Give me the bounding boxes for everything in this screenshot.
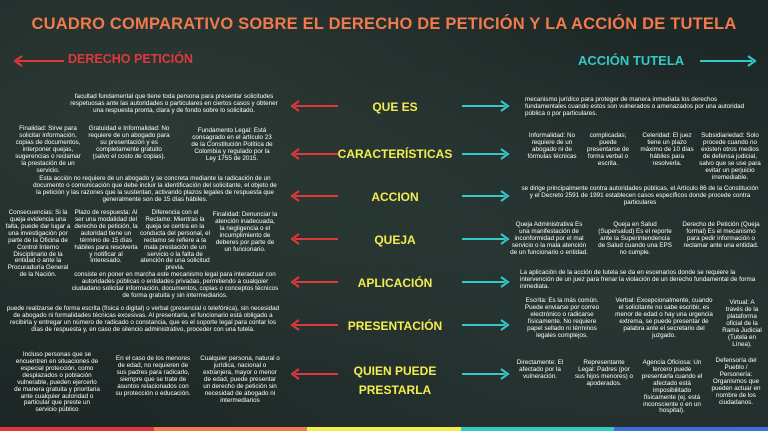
aplicacion-left-text: consiste en poner en marcha este mecanismo legal para interactuar con autoridades públicas o entidades privadas, permitiendo a cualquier ciudadano solicitar información, documentos, copias o conceptos técnicos de forma gratuita y sin intermediarios. (71, 271, 279, 299)
category-aplicacion: APLICACIÓN (357, 276, 433, 290)
que-es-left-text: facultad fundamental que tiene toda persona para presentar solicitudes respetuosas ante las autoridades o particulares en ciertos casos y obtener una respuesta pronta, clara y de fondo sobre lo solicitado. (70, 93, 278, 114)
quien-right-3: Agencia Oficiosa: Un tercero puede presentarla cuando el afectado está imposibilitado físicamente (ej. está inconsciente o en un hospital). (641, 359, 703, 415)
caracteristicas-left-3: Fundamento Legal: Está consagrado en el artículo 23 de la Constitución Política de Colombia y regulado por la Ley 1755 de 2015. (191, 127, 273, 162)
presentacion-left-arrow-icon (290, 319, 338, 331)
presentacion-right-2: Verbal: Excepcionalmente, cuando el solicitante no sabe escribir, es menor de edad o hay una urgencia extrema, se puede presentar de palabra ante el secretario del juzgado. (615, 297, 713, 339)
accion-right-text: se dirige principalmente contra autoridades públicas, el Artículo 86 de la Constitución y el Decreto 2591 de 1991 establecen casos específicos donde procede contra particulares (521, 185, 759, 206)
category-quien-puede-prestarla: QUIEN PUEDE PRESTARLA (353, 364, 437, 397)
caracteristicas-right-2: complicadas; puede presentarse de forma verbal o escrita. (586, 132, 629, 167)
caracteristicas-right-arrow-icon (462, 148, 510, 160)
main-title: CUADRO COMPARATIVO SOBRE EL DERECHO DE PETICIÓN Y LA ACCIÓN DE TUTELA (31, 15, 737, 33)
quien-right-arrow-icon (462, 368, 510, 380)
queja-right-1: Queja Administrativa Es una manifestación de inconformidad por el mal servicio o la mala atención de un funcionario o entidad. (510, 221, 588, 256)
caracteristicas-left-arrow-icon (290, 148, 338, 160)
accion-left-arrow-icon (290, 190, 338, 202)
que-es-right-arrow-icon (462, 100, 510, 112)
caracteristicas-right-3: Celeridad: El juez tiene un plazo máximo de 10 días hábiles para resolverla. (640, 132, 694, 167)
category-que-es: QUE ES (372, 100, 418, 114)
left-header: DERECHO PETICIÓN (68, 52, 194, 66)
queja-left-arrow-icon (290, 233, 338, 245)
aplicacion-right-arrow-icon (462, 276, 510, 288)
presentacion-right-1: Escrita: Es la más común. Puede enviarse por correo electrónico o radicarse físicamente. No requiere papel sellado ni términos legales complejos. (524, 297, 600, 339)
queja-left-1: Consecuencias: Si la queja evidencia una falta, puede dar lugar a una investigación por parte de la Oficina de Control Interno Disciplinario de la entidad o ante la Procuraduría General de la Nación. (5, 209, 71, 279)
quien-left-3: Cualquier persona, natural o jurídica, nacional o extranjera, mayor o menor de edad, puede presentar un derecho de petición sin necesidad de abogado ni intermediarios (200, 355, 280, 404)
color-strip (0, 427, 768, 431)
quien-right-4: Defensoría del Pueblo / Personería: Organismos que pueden actuar en nombre de los ciudadanos. (711, 357, 761, 406)
queja-left-2: Plazo de respuesta: Al ser una modalidad del derecho de petición, la autoridad tiene un término de 15 días hábiles para resolverla y notificar al interesado. (74, 209, 138, 265)
quien-left-arrow-icon (290, 368, 338, 380)
category-caracteristicas: CARACTERÍSTICAS (337, 147, 453, 161)
presentacion-left-text: puede realizarse de forma escrita (física o digital) o verbal (presencial o telefónica), sin necesidad de abogado ni formalidades técnicas excesivas. Al presentarla, el funcionario está obligado a recibirla y entregar un número de radicado o constancia, que es el soporte legal para contar los días de respuesta y, en caso de silencio administrativo, proceder con una tutela. (6, 305, 280, 333)
caracteristicas-right-4: Subsidiariedad: Solo procede cuando no existen otros medios de defensa judicial, salvo que se use para evitar un perjuicio irremediable. (699, 132, 761, 181)
quien-right-2: Representante Legal: Padres (por sus hijos menores) o apoderados. (574, 359, 634, 387)
que-es-right-text: mecanismo jurídico para proteger de manera inmediata los derechos fundamentales cuando estos son vulnerados o amenazados por una autoridad pública o por particulares. (525, 96, 745, 117)
queja-left-3: Diferencia con el Reclamo: Mientras la queja se centra en la conducta del personal, el reclamo se refiere a la mala prestación de un servicio o la falta de atención de una solicitud previa. (140, 209, 211, 272)
quien-right-1: Directamente: El afectado por la vulneración. (516, 359, 564, 380)
aplicacion-left-arrow-icon (290, 276, 338, 288)
que-es-left-arrow-icon (290, 100, 338, 112)
quien-left-2: En el caso de los menores de edad, no requieren de sus padres para radicarlo, siempre que se trate de asuntos relacionados con su protección o educación. (115, 355, 191, 397)
accion-left-text: Esta acción no requiere de un abogado y se concreta mediante la radicación de un documento o comunicación que debe incluir la identificación del solicitante, el objeto de la petición y las razones que la sustentan, activando plazos legales de respuesta que generalmente son de 15 días hábiles. (33, 175, 277, 203)
presentacion-right-3: Virtual: A través de la plataforma oficial de la Rama Judicial (Tutela en Línea). (722, 299, 762, 348)
aplicacion-right-text: La aplicación de la acción de tutela se da en escenarios donde se requiere la intervención de un juez para frenar la violación de un derecho fundamental de forma inmediata. (520, 269, 756, 290)
category-queja: QUEJA (374, 233, 416, 247)
queja-left-4: Finalidad: Denunciar la atención inadecuada, la negligencia o el incumplimiento de deberes por parte de un funcionario. (212, 211, 278, 253)
right-header: ACCIÓN TUTELA (578, 53, 685, 68)
queja-right-arrow-icon (462, 233, 510, 245)
right-header-arrow-icon (700, 55, 758, 67)
queja-right-3: Derecho de Petición (Queja formal) Es el mecanismo para pedir información o reclamar ante una entidad. (682, 221, 760, 249)
queja-right-2: Queja en Salud (Supersalud) Es el reporte ante la Superintendencia de Salud cuando una EPS no cumple. (598, 221, 672, 256)
caracteristicas-right-1: Informalidad: No requiere de un abogado ni de fórmulas técnicas (527, 132, 577, 160)
category-presentacion: PRESENTACIÓN (347, 319, 443, 333)
presentacion-right-arrow-icon (462, 319, 510, 331)
accion-right-arrow-icon (462, 190, 510, 202)
category-accion: ACCION (371, 190, 419, 204)
quien-left-1: Incluso personas que se encuentren en situaciones de especial protección, como desplazados o población vulnerable, pueden ejercerlo de manera gratuita y prioritaria ante cualquier autoridad o particular que preste un servicio público (14, 351, 100, 414)
left-header-arrow-icon (12, 55, 64, 67)
caracteristicas-left-2: Gratuidad e Informalidad: No requiere de un abogado para su presentación y es completamente gratuito (salvo el costo de copias). (88, 125, 170, 160)
caracteristicas-left-1: Finalidad: Sirve para solicitar información, copias de documentos, interponer quejas, sugerencias o reclamar la prestación de un servicio. (15, 125, 81, 174)
